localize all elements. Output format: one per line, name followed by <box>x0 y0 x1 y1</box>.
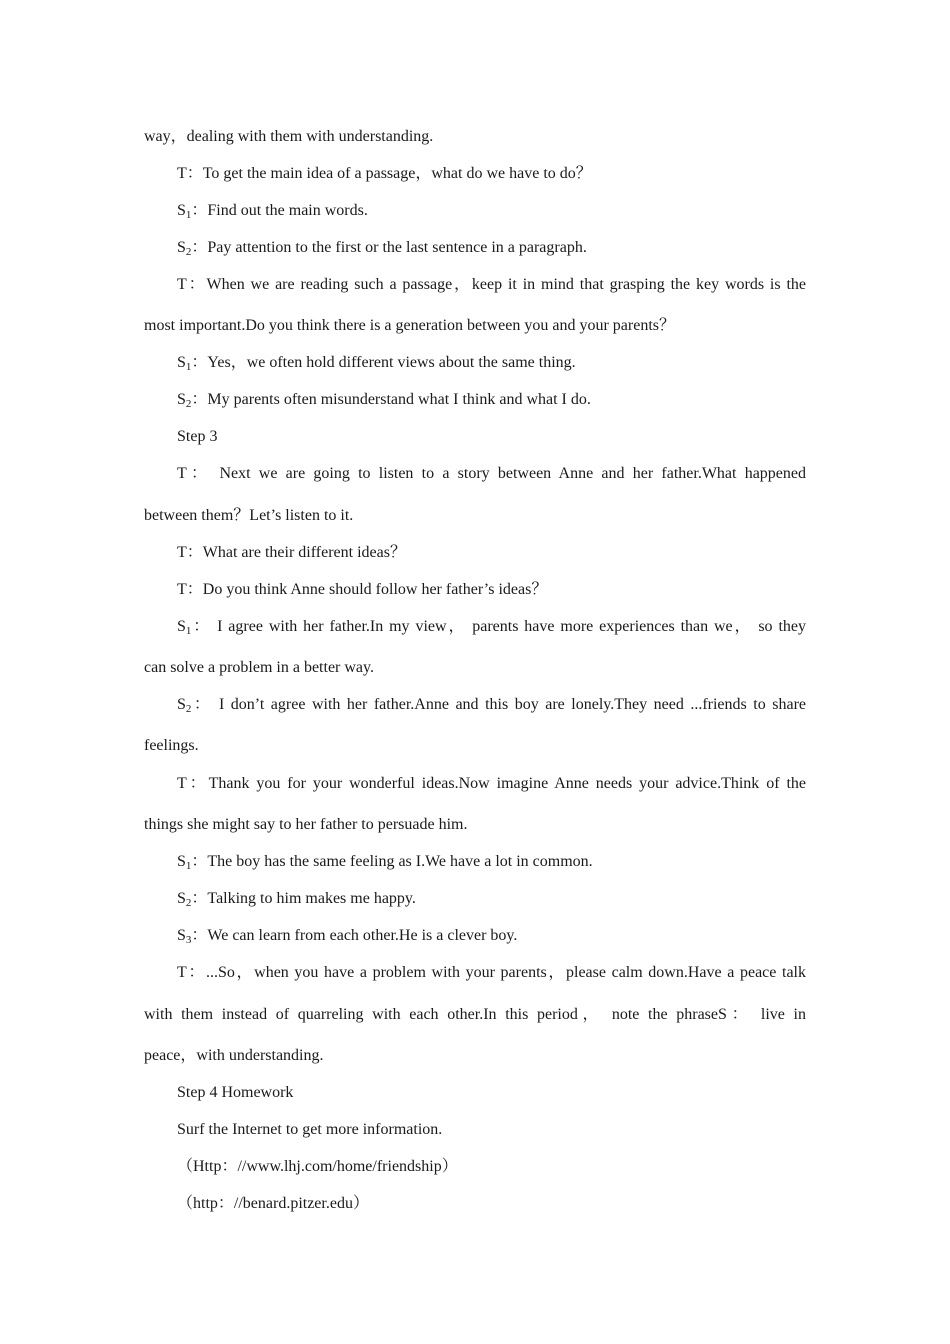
speaker-subscript: 1 <box>185 361 192 373</box>
speaker: S <box>177 202 186 219</box>
text-line: T：...So，when you have a problem with your parents，please calm down.Have a peace talk <box>177 964 806 981</box>
text-line: S1： I agree with her father.In my view， parents have more experiences than we， so they <box>177 618 806 637</box>
speaker-subscript: 2 <box>185 897 192 909</box>
text-line: peace，with understanding. <box>144 1047 324 1064</box>
text-line: most important.Do you think there is a generation between you and your parents？ <box>144 317 675 334</box>
speaker: S <box>177 696 186 713</box>
text-line: feelings. <box>144 737 199 754</box>
speaker-subscript: 1 <box>185 625 192 637</box>
speaker: S <box>177 391 186 408</box>
text-line: S3：We can learn from each other.He is a clever boy. <box>177 927 518 946</box>
text-line: way，dealing with them with understanding. <box>144 128 434 145</box>
text-line: things she might say to her father to persuade him. <box>144 816 468 833</box>
url-line: （http：//benard.pitzer.edu） <box>177 1195 369 1212</box>
text-line: with them instead of quarreling with each other.In this period， note the phraseS： live in <box>144 1006 806 1023</box>
speaker: S <box>177 618 186 635</box>
text-line: S2： I don’t agree with her father.Anne and this boy are lonely.They need ...friends to share <box>177 696 806 715</box>
speaker-subscript: 2 <box>185 703 192 715</box>
text-line: T：When we are reading such a passage，keep it in mind that grasping the key words is the <box>177 276 806 293</box>
text-line: T：Do you think Anne should follow her father’s ideas？ <box>177 581 548 598</box>
speaker: S <box>177 890 186 907</box>
text-line: Surf the Internet to get more information. <box>177 1121 443 1138</box>
text-line: S2：Pay attention to the first or the last sentence in a paragraph. <box>177 239 587 258</box>
text-line: S2：Talking to him makes me happy. <box>177 890 416 909</box>
text-line: T：To get the main idea of a passage，what do we have to do？ <box>177 165 592 182</box>
text-line: S2：My parents often misunderstand what I think and what I do. <box>177 391 591 410</box>
speaker: S <box>177 853 186 870</box>
text-line: between them？Let’s listen to it. <box>144 507 354 524</box>
url-line: （Http：//www.lhj.com/home/friendship） <box>177 1158 458 1175</box>
text-line: T：What are their different ideas？ <box>177 544 406 561</box>
text-line: can solve a problem in a better way. <box>144 659 374 676</box>
speaker: S <box>177 239 186 256</box>
speaker: S <box>177 354 186 371</box>
speaker-subscript: 1 <box>185 209 192 221</box>
text-line: S1：The boy has the same feeling as I.We have a lot in common. <box>177 853 593 872</box>
speaker: S <box>177 927 186 944</box>
speaker-subscript: 2 <box>185 398 192 410</box>
speaker-subscript: 2 <box>185 246 192 258</box>
speaker-subscript: 1 <box>185 860 192 872</box>
step-heading: Step 4 Homework <box>177 1084 294 1101</box>
speaker-subscript: 3 <box>185 934 192 946</box>
text-line: S1：Yes，we often hold different views about the same thing. <box>177 354 576 373</box>
step-heading: Step 3 <box>177 428 218 445</box>
text-line: T：Thank you for your wonderful ideas.Now imagine Anne needs your advice.Think of the <box>177 775 806 792</box>
text-line: T： Next we are going to listen to a story between Anne and her father.What happened <box>177 465 806 482</box>
text-line: S1：Find out the main words. <box>177 202 368 221</box>
